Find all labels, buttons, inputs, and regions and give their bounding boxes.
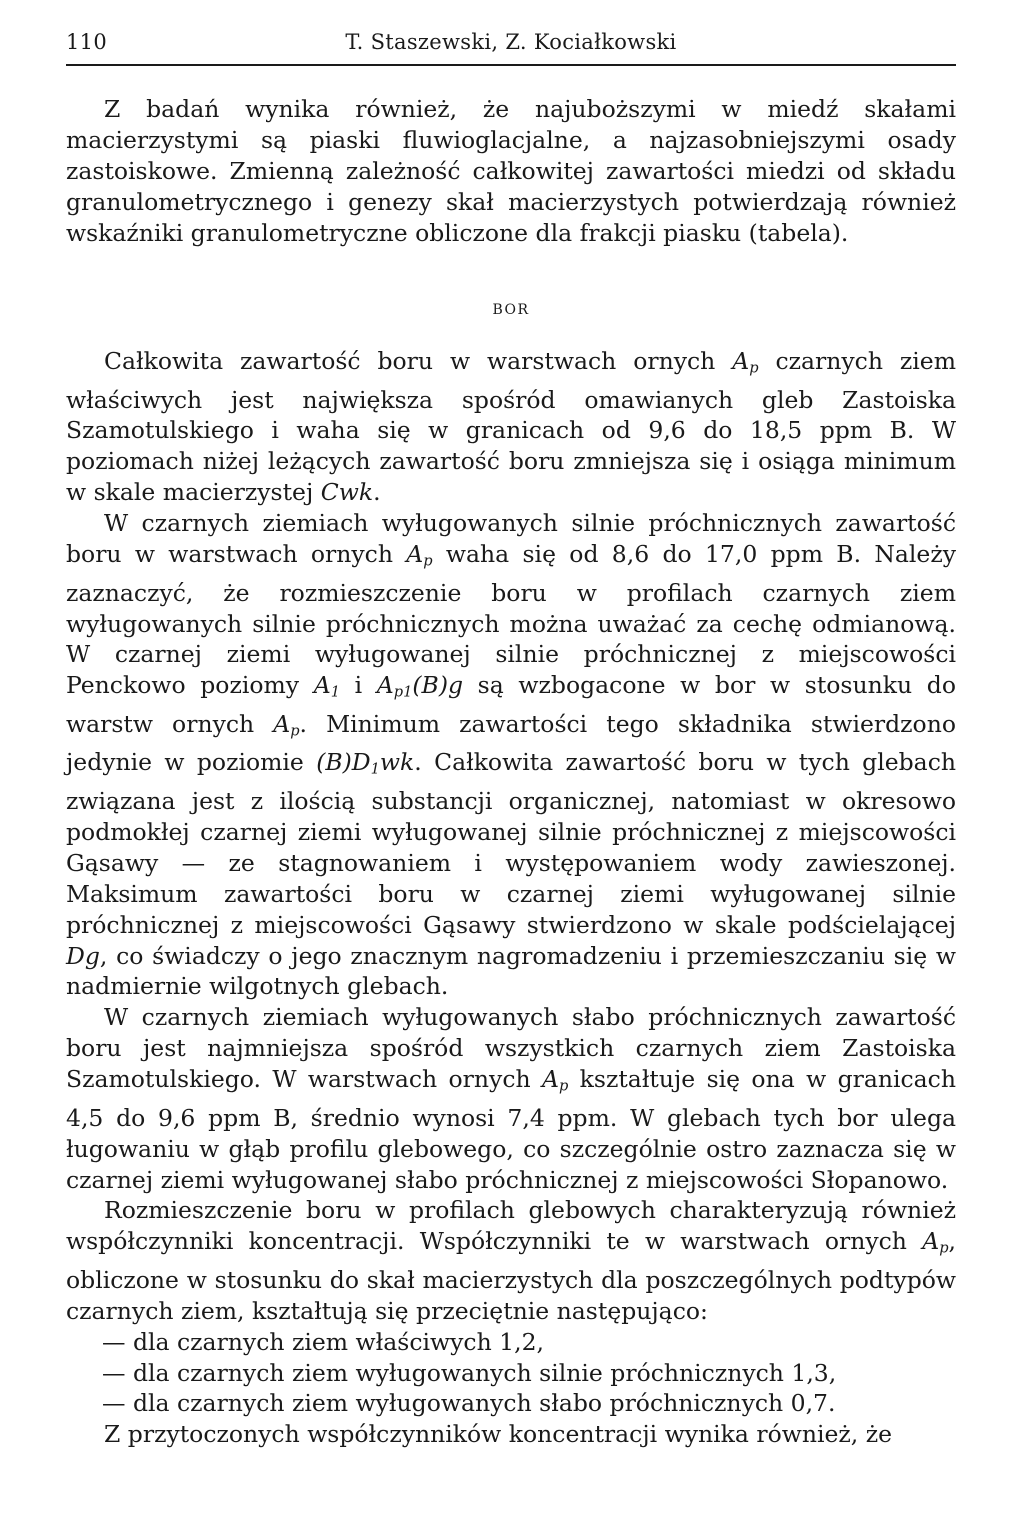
intro-block xyxy=(66,94,956,249)
text-run: Całkowita zawartość boru w warstwach ornych xyxy=(104,347,733,375)
page-number: 110 xyxy=(66,30,107,54)
symbol-letter: A xyxy=(313,671,331,700)
symbol-letter: A xyxy=(376,671,394,700)
section-heading: BOR xyxy=(492,302,530,318)
text-run: W czarnych ziemiach wyługowanych słabo próchnicznych zawartość boru jest najmniejsza spośród wszystkich czarnych ziem Zastoiska Szamotulskiego. W warstwach ornych xyxy=(66,1003,956,1094)
symbol-subscript: p xyxy=(558,1077,569,1095)
list-item: — dla czarnych ziem właściwych 1,2, xyxy=(102,1327,545,1356)
symbol-suffix: (B)g xyxy=(412,671,464,700)
symbol-subscript: 1 xyxy=(370,761,380,779)
header-rule xyxy=(66,64,956,66)
list-item: — dla czarnych ziem wyługowanych słabo próchnicznych 0,7. xyxy=(102,1389,836,1418)
paragraph-2 xyxy=(66,508,956,1002)
symbol-suffix: wk xyxy=(379,748,415,777)
text-run: waha się od 8,6 do 17,0 ppm B. Należy zaznaczyć, że rozmieszczenie boru w profilach czarnych ziem wyługowanych silnie próchnicznych można uważać za cechę odmianową. W czarnej ziemi wyługowanej silnie próchnicznej z miejscowości Penckowo poziomy xyxy=(66,540,956,700)
text-run: Rozmieszczenie boru w profilach glebowych charakteryzują również współczynniki koncentracji. Współczynniki te w warstwach ornych xyxy=(66,1196,956,1256)
text-run: , obliczone w stosunku do skał macierzystych dla poszczególnych podtypów czarnych ziem, kształtują się przeciętnie następująco: xyxy=(66,1227,956,1325)
symbol-letter: A xyxy=(406,540,424,569)
paragraph-3 xyxy=(66,1002,956,1195)
symbol-BD1wk xyxy=(316,748,415,779)
text-run: . xyxy=(373,478,381,507)
text-run: . Minimum zawartości tego składnika stwierdzono jedynie w poziomie xyxy=(66,709,956,777)
paragraph-5: Z przytoczonych współczynników koncentracji wynika również, że xyxy=(104,1420,893,1449)
symbol-A xyxy=(406,540,432,568)
running-head: T. Staszewski, Z. Kociałkowski xyxy=(345,30,677,54)
symbol-Cwk: Cwk xyxy=(320,478,374,507)
symbol-subscript: p xyxy=(749,359,759,377)
text-run: i xyxy=(339,671,377,700)
text-run: . Całkowita zawartość boru w tych glebach związana jest z ilością substancji organicznej, natomiast w okresowo podmokłej czarnej ziemi wyługowanej silnie próchnicznej z miejscowości Gąsawy — ze stagnowaniem i występowaniem wody zawieszonej. Maksimum zawartości boru w czarnej ziemi wyługowanej silnie próchnicznej z miejscowości Gąsawy stwierdzono w skale podścielającej xyxy=(66,748,956,939)
text-run: W czarnych ziemiach wyługowanych silnie próchnicznych zawartość boru w warstwach ornych xyxy=(66,509,956,569)
symbol-letter: A xyxy=(542,1065,559,1094)
section-body xyxy=(66,346,956,1450)
symbol-A1 xyxy=(314,671,340,699)
symbol-letter: (B)D xyxy=(316,748,371,777)
text-run: , co świadczy o jego znacznym nagromadzeniu i przemieszczaniu się w nadmiernie wilgotnych glebach. xyxy=(66,941,956,1001)
symbol-subscript: p xyxy=(423,552,433,570)
paragraph-1 xyxy=(66,346,956,508)
list-item: — dla czarnych ziem wyługowanych silnie próchnicznych 1,3, xyxy=(102,1358,837,1387)
symbol-subscript: p xyxy=(939,1239,949,1257)
symbol-Dg: Dg xyxy=(66,941,100,970)
text-run: kształtuje się ona w granicach 4,5 do 9,6 ppm B, średnio wynosi 7,4 ppm. W glebach tych bor ulega ługowaniu w głąb profilu glebowego, co szczególnie ostro zaznacza się w czarnej ziemi wyługowanej słabo próchnicznej z miejscowości Słopanowo. xyxy=(66,1065,956,1194)
symbol-letter: A xyxy=(922,1227,940,1256)
symbol-letter: A xyxy=(732,347,750,375)
symbol-A xyxy=(542,1065,568,1093)
coefficient-list xyxy=(66,1327,956,1420)
intro-paragraph: Z badań wynika również, że najuboższymi w miedź skałami macierzystymi są piaski fluwioglacjalne, a najzasobniejszymi osady zastoiskowe. Zmienną zależność całkowitej zawartości miedzi od składu granulometrycznego i genezy skał macierzystych potwierdzają również wskaźniki granulometryczne obliczone dla frakcji piasku (tabela). xyxy=(66,95,956,247)
symbol-subscript: 1 xyxy=(330,683,340,701)
symbol-letter: A xyxy=(273,709,291,738)
paragraph-4 xyxy=(66,1195,956,1326)
page-header xyxy=(66,30,956,64)
symbol-subscript: p xyxy=(290,722,300,740)
text-run: czarnych ziem właściwych jest największa spośród omawianych gleb Zastoiska Szamotulskiego i waha się w granicach od 9,6 do 18,5 ppm B. W poziomach niżej leżących zawartość boru zmniejsza się i osiąga minimum w skale macierzystej xyxy=(66,347,956,507)
symbol-A xyxy=(922,1227,948,1255)
text-run: są wzbogacone w bor w stosunku do warstw ornych xyxy=(66,671,956,738)
symbol-Ap1Bg xyxy=(377,671,463,699)
symbol-A xyxy=(732,347,758,375)
symbol-A xyxy=(273,710,299,738)
symbol-subscript: p1 xyxy=(393,683,413,701)
